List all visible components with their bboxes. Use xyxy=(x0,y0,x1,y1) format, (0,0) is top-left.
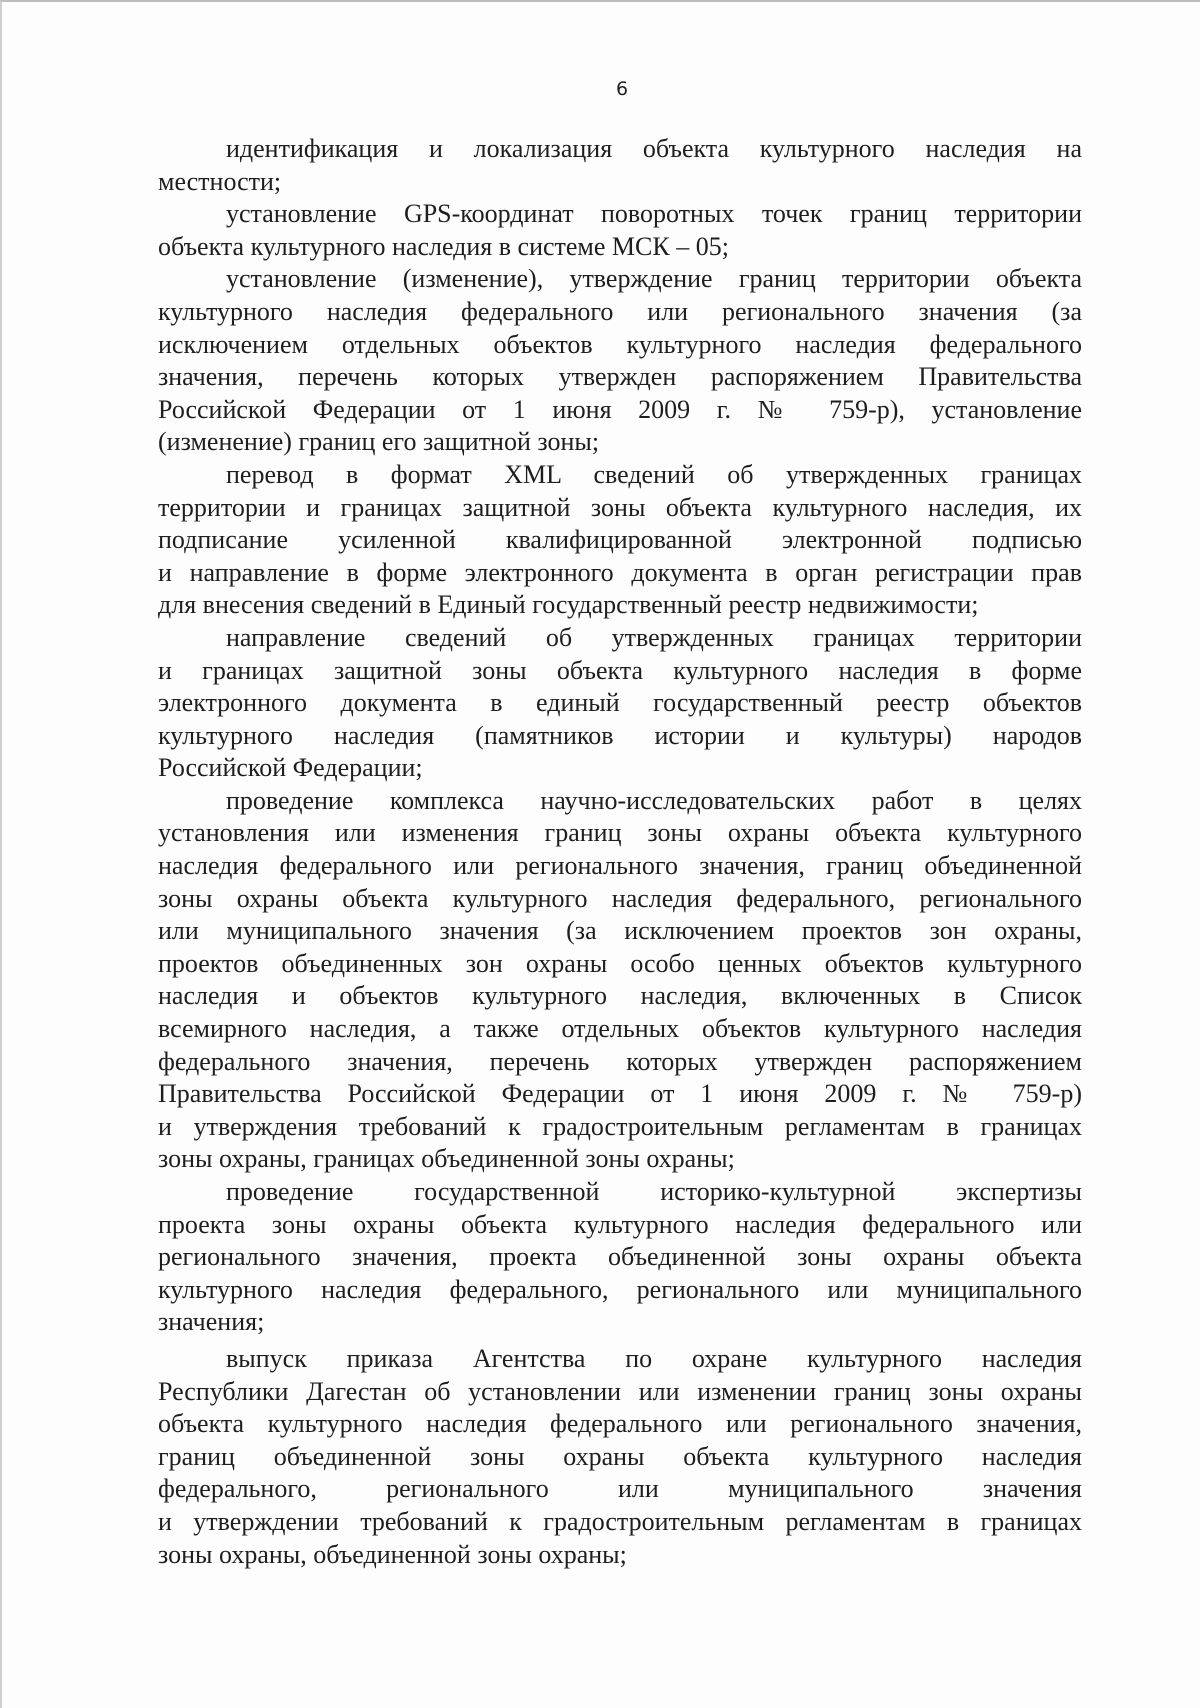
paragraph-state-expertise xyxy=(158,1176,1082,1339)
paragraph-registry-submission xyxy=(158,622,1082,785)
text-line: регионального значения, проекта объединенной зоны охраны объекта xyxy=(158,1242,1082,1272)
text-line: федерального, регионального или муниципального значения xyxy=(158,1474,1082,1504)
text-line: наследия федерального или регионального значения, границ объединенной xyxy=(158,851,1082,881)
text-line: культурного наследия (памятников истории и культуры) народов xyxy=(158,720,1082,750)
text-line: границ объединенной зоны охраны объекта культурного наследия xyxy=(158,1441,1082,1471)
text-line: объекта культурного наследия в системе МСК – 05; xyxy=(158,231,729,261)
text-line: выпуск приказа Агентства по охране культурного наследия xyxy=(226,1343,1082,1373)
text-line: объекта культурного наследия федерального или регионального значения, xyxy=(158,1409,1082,1439)
text-line: зоны охраны, границах объединенной зоны охраны; xyxy=(158,1144,735,1174)
text-line: культурного наследия федерального или регионального значения (за xyxy=(158,296,1082,326)
text-line: для внесения сведений в Единый государственный реестр недвижимости; xyxy=(158,590,979,620)
page-number: 6 xyxy=(615,78,629,100)
text-line: исключением отдельных объектов культурного наследия федерального xyxy=(158,329,1082,359)
document-body xyxy=(158,133,1082,1571)
text-line: электронного документа в единый государственный реестр объектов xyxy=(158,688,1082,718)
text-line: значения, перечень которых утвержден распоряжением Правительства xyxy=(158,362,1082,392)
text-line: идентификация и локализация объекта культурного наследия на xyxy=(226,134,1082,163)
text-line: или муниципального значения (за исключением проектов зон охраны, xyxy=(158,916,1082,946)
paragraph-territory-boundaries xyxy=(158,263,1082,459)
text-line: проведение государственной историко-культурной экспертизы xyxy=(226,1177,1082,1206)
paragraph-agency-order xyxy=(158,1343,1082,1571)
text-line: всемирного наследия, а также отдельных объектов культурного наследия xyxy=(158,1014,1082,1044)
text-line: федерального значения, перечень которых утвержден распоряжением xyxy=(158,1046,1082,1076)
text-line: направление сведений об утвержденных границах территории xyxy=(226,622,1082,652)
paragraph-identification xyxy=(158,133,1082,198)
text-line: (изменение) границ его защитной зоны; xyxy=(158,427,600,457)
text-line: установления или изменения границ зоны охраны объекта культурного xyxy=(158,818,1082,848)
text-line: и направление в форме электронного документа в орган регистрации прав xyxy=(158,557,1082,587)
text-line: и утверждении требований к градостроительным регламентам в границах xyxy=(158,1506,1082,1536)
text-line: Республики Дагестан об установлении или изменении границ зоны охраны xyxy=(158,1376,1082,1406)
text-line: Российской Федерации; xyxy=(158,753,423,783)
text-line: Правительства Российской Федерации от 1 июня 2009 г. № 759-р) xyxy=(158,1079,1082,1109)
text-line: и границах защитной зоны объекта культурного наследия в форме xyxy=(158,655,1082,685)
text-line: территории и границах защитной зоны объекта культурного наследия, их xyxy=(158,492,1082,522)
text-line: перевод в формат XML сведений об утвержденных границах xyxy=(226,459,1082,489)
text-line: зоны охраны, объединенной зоны охраны; xyxy=(158,1539,627,1569)
text-line: установление (изменение), утверждение границ территории объекта xyxy=(226,264,1082,294)
text-line: установление GPS-координат поворотных точек границ территории xyxy=(226,199,1082,229)
text-line: проекта зоны охраны объекта культурного наследия федерального или xyxy=(158,1209,1082,1239)
text-line: подписание усиленной квалифицированной электронной подписью xyxy=(158,525,1082,555)
text-line: зоны охраны объекта культурного наследия федерального, регионального xyxy=(158,883,1082,913)
text-line: значения; xyxy=(158,1307,265,1337)
paragraph-xml-conversion xyxy=(158,459,1082,622)
text-line: наследия и объектов культурного наследия, включенных в Список xyxy=(158,981,1082,1011)
text-line: и утверждения требований к градостроительным регламентам в границах xyxy=(158,1111,1082,1141)
text-line: Российской Федерации от 1 июня 2009 г. № 759-р), установление xyxy=(158,394,1082,424)
text-line: культурного наследия федерального, регионального или муниципального xyxy=(158,1274,1082,1304)
text-line: проведение комплекса научно-исследовательских работ в целях xyxy=(226,785,1082,815)
paragraph-gps-coordinates xyxy=(158,198,1082,263)
text-line: проектов объединенных зон охраны особо ценных объектов культурного xyxy=(158,948,1082,978)
text-line: местности; xyxy=(158,166,282,196)
paragraph-research-works xyxy=(158,785,1082,1176)
